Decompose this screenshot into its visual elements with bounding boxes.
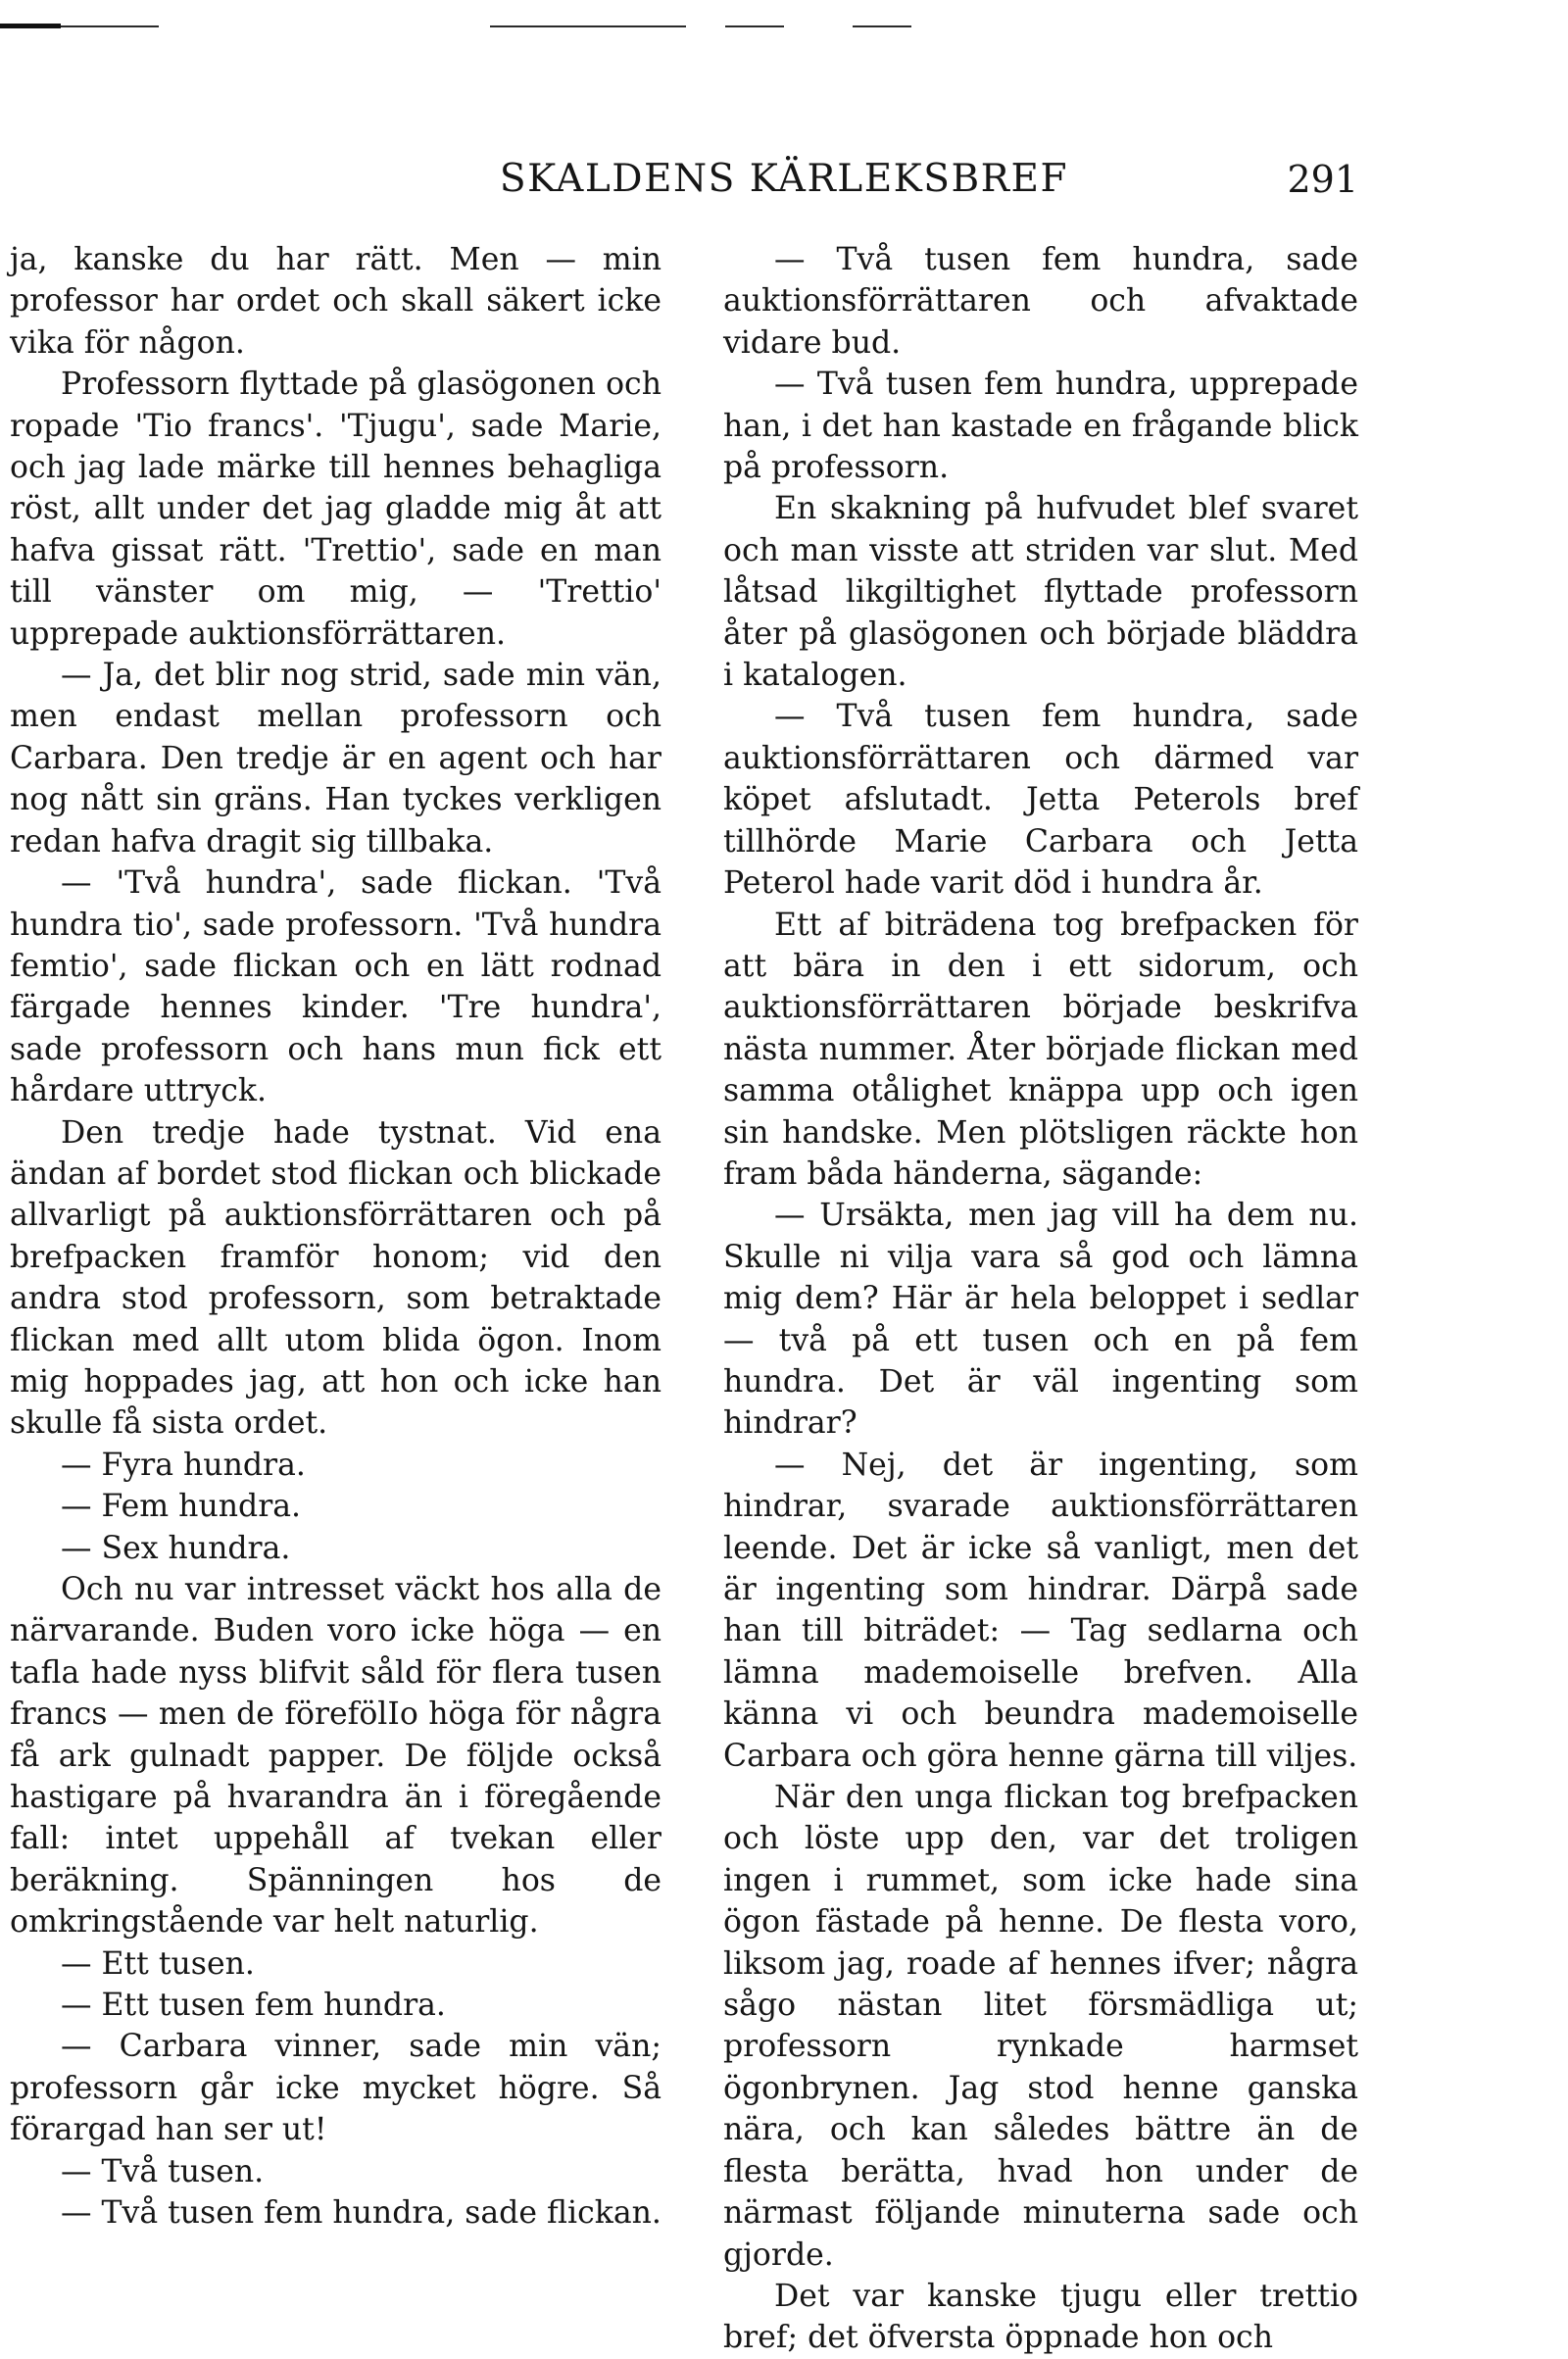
- paragraph: — Nej, det är ingenting, som hindrar, svarade auktionsförrättaren leende. Det är icke så vanligt, men det är ingenting som hindrar. Därpå sade han till biträdet: — Tag sedlarna och lämna mademoiselle brefven. Alla känna vi och beundra mademoiselle Carbara och göra henne gärna till viljes.: [723, 1447, 1358, 1774]
- paragraph: — Sex hundra.: [61, 1530, 291, 1566]
- paragraph: När den unga flickan tog brefpacken och löste upp den, var det troligen ingen i rummet, som icke hade sina ögon fästade på henne. De flesta voro, liksom jag, roade af hennes ifver; några sågo nästan litet försmädliga ut; professorn rynkade harmset ögonbrynen. Jag stod henne ganska nära, och kan således bättre än de flesta berätta, hvad hon under de närmast följande minuterna sade och gjorde.: [723, 1780, 1358, 2273]
- paragraph: — Två tusen.: [61, 2153, 265, 2189]
- running-head: [0, 155, 1568, 204]
- paragraph: — Carbara vinner, sade min vän; professorn går icke mycket högre. Så förargad han ser ut!: [10, 2029, 662, 2148]
- paragraph: — Ja, det blir nog strid, sade min vän, men endast mellan professorn och Carbara. Den tredje är en agent och har nog nått sin gräns. Han tyckes verkligen redan hafva dragit sig tillbaka.: [10, 658, 662, 860]
- right-column: [723, 239, 1358, 2359]
- left-column: [10, 239, 662, 2235]
- paragraph: — Ursäkta, men jag vill ha dem nu. Skulle ni vilja vara så god och lämna mig dem? Här är hela beloppet i sedlar — två på ett tusen och en på fem hundra. Det är väl ingenting som hindrar?: [723, 1198, 1358, 1442]
- paragraph: Och nu var intresset väckt hos alla de närvarande. Buden voro icke höga — en tafla hade nyss blifvit såld för flera tusen francs — men de förefölIo höga för några få ark gulnadt papper. De följde också hastigare på hvarandra än i föregående fall: intet uppehåll af tvekan eller beräkning. Spänningen hos de omkringstående var helt naturlig.: [10, 1572, 662, 1941]
- paragraph: Den tredje hade tystnat. Vid ena ändan af bordet stod flickan och blickade allvarligt på auktionsförrättaren och på brefpacken framför honom; vid den andra stod professorn, som betraktade flickan med allt utom blida ögon. Inom mig hoppades jag, att hon och icke han skulle få sista ordet.: [10, 1114, 662, 1442]
- paragraph: — Ett tusen fem hundra.: [61, 1988, 446, 2024]
- scan-edge-rule-2: [61, 25, 159, 27]
- paragraph: En skakning på hufvudet blef svaret och man visste att striden var slut. Med låtsad likgiltighet flyttade professorn åter på glasögonen och började bläddra i katalogen.: [723, 491, 1358, 694]
- paragraph: — Två tusen fem hundra, sade flickan.: [61, 2195, 662, 2232]
- page-number: 291: [1287, 158, 1358, 201]
- paragraph: — Två tusen fem hundra, sade auktionsförrättaren och afvaktade vidare bud.: [723, 242, 1358, 361]
- scan-edge-rule-5: [853, 25, 911, 27]
- scan-edge-rule-3: [490, 25, 686, 27]
- paragraph: Det var kanske tjugu eller trettio bref; det öfversta öppnade hon och: [723, 2278, 1358, 2356]
- paragraph: — 'Två hundra', sade flickan. 'Två hundra tio', sade professorn. 'Två hundra femtio', sade flickan och en lätt rodnad färgade hennes kinder. 'Tre hundra', sade professorn och hans mun fick ett hårdare uttryck.: [10, 865, 662, 1109]
- paragraph: Professorn flyttade på glasögonen och ropade 'Tio francs'. 'Tjugu', sade Marie, och jag lade märke till hennes behagliga röst, allt under det jag gladde mig åt att hafva gissat rätt. 'Trettio', sade en man till vänster om mig, — 'Trettio' upprepade auktionsförrättaren.: [10, 367, 662, 652]
- paragraph: ja, kanske du har rätt. Men — min professor har ordet och skall säkert icke vika för någon.: [10, 242, 662, 361]
- paragraph: — Fyra hundra.: [61, 1447, 306, 1483]
- running-title: SKALDENS KÄRLEKSBREF: [499, 157, 1069, 201]
- scan-edge-rule-1: [0, 24, 61, 28]
- paragraph: — Två tusen fem hundra, upprepade han, i det han kastade en frågande blick på professorn.: [723, 367, 1358, 486]
- paragraph: Ett af biträdena tog brefpacken för att bära in den i ett sidorum, och auktionsförrättaren började beskrifva nästa nummer. Åter började flickan med samma otålighet knäppa upp och igen sin handske. Men plötsligen räckte hon fram båda händerna, sägande:: [723, 907, 1358, 1192]
- paragraph: — Ett tusen.: [61, 1945, 255, 1982]
- paragraph: — Två tusen fem hundra, sade auktionsförrättaren och därmed var köpet afslutadt. Jetta Peterols bref tillhörde Marie Carbara och Jetta Peterol hade varit död i hundra år.: [723, 699, 1358, 902]
- paragraph: — Fem hundra.: [61, 1489, 302, 1525]
- scan-edge-rule-4: [725, 25, 784, 27]
